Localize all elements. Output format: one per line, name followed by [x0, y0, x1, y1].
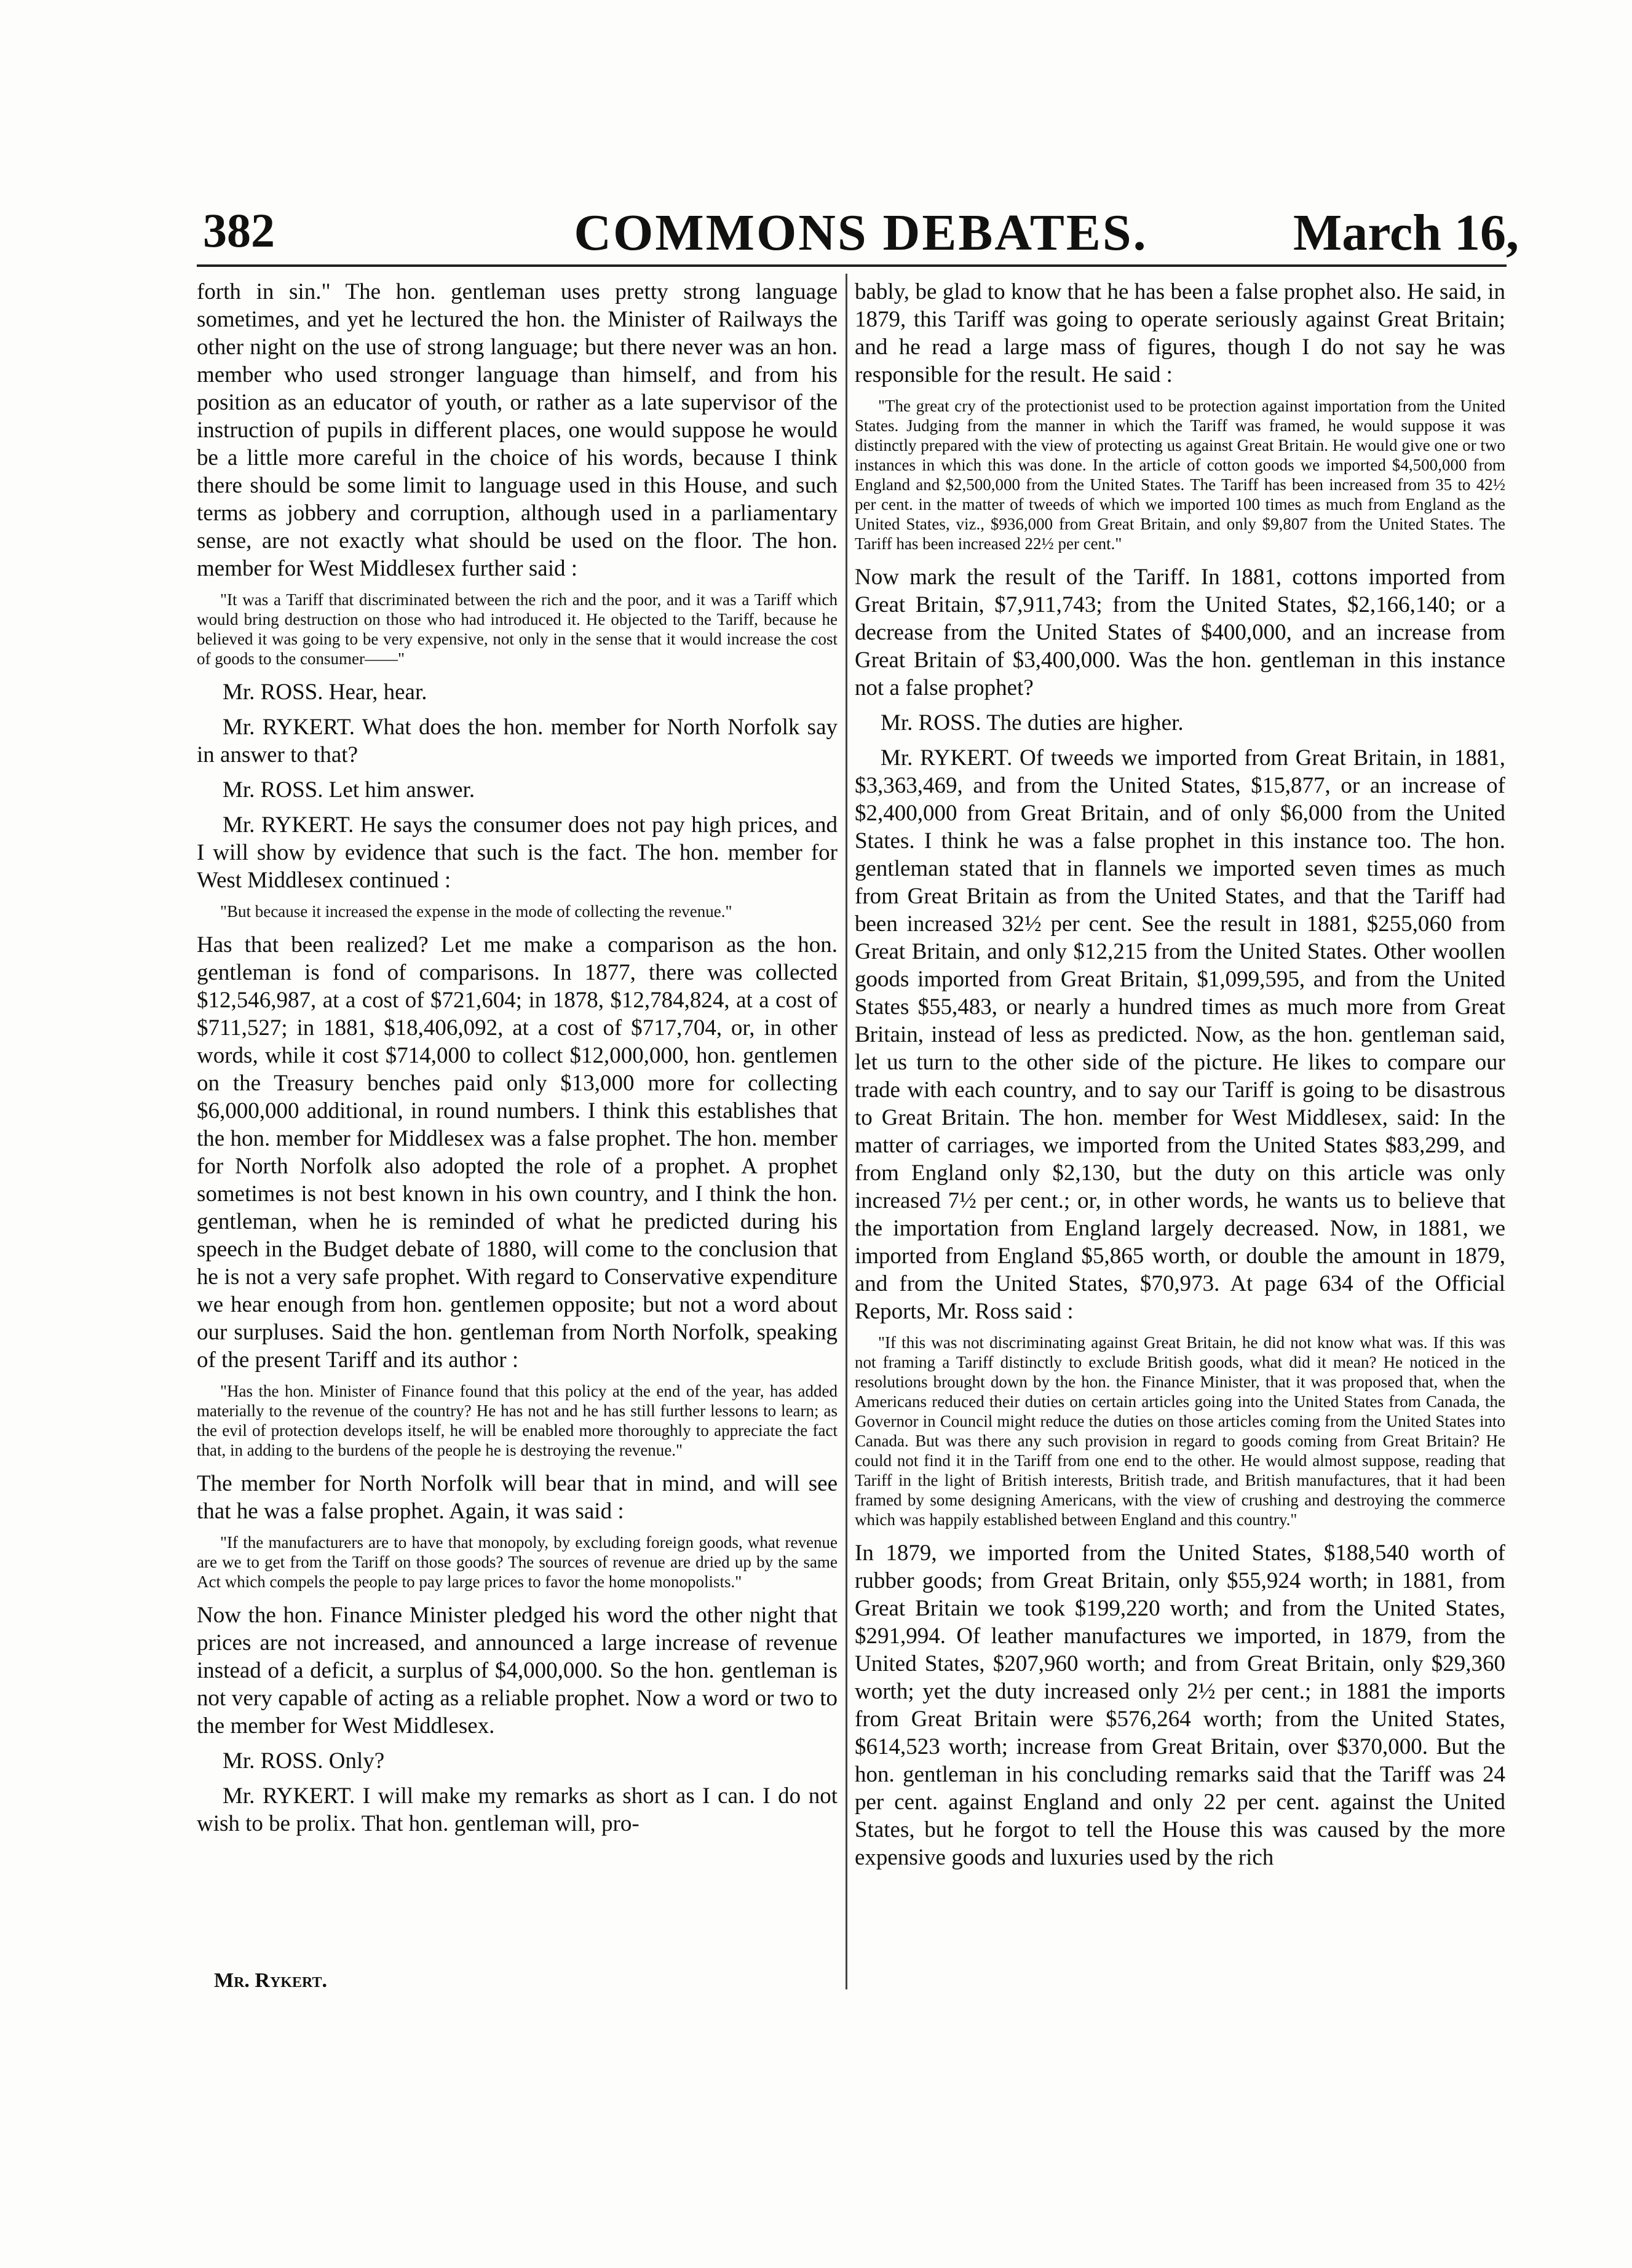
paragraph: Mr. ROSS. Hear, hear. — [223, 680, 427, 705]
paragraph: Mr. ROSS. Only? — [223, 1748, 385, 1774]
quotation: "But because it increased the expense in the mode of collecting the revenue." — [220, 902, 732, 921]
paragraph: Mr. ROSS. Let him answer. — [223, 777, 475, 803]
paragraph: Mr. RYKERT. Of tweeds we imported from Great Britain, in 1881, $3,363,469, and from the United States, $15,877, or an increase of $2,400,000 from Great Britain, and of only $6,000 from the United States. I think he was a false prophet in this instance too. The hon. gentleman stated that in flannels we imported seven times as much from Great Britain as from the United States, and that the Tariff had been increased 32½ per cent. See the result in 1881, $255,060 from Great Britain, and only $12,215 from the United States. Other woollen goods imported from Great Britain, $1,099,595, and from the United States $55,483, or nearly a hundred times as much more from Great Britain, instead of less as predicted. Now, as the hon. gentleman said, let us turn to the other side of the picture. He likes to compare our trade with each country, and to say our Tariff is going to be disastrous to Great Britain. The hon. member for West Middlesex, said: In the matter of carriages, we imported from the United States $83,299, and from England only $2,130, but the duty on this article was only increased 7½ per cent.; or, in other words, he wants us to believe that the importation from England largely decreased. Now, in 1881, we imported from England $5,865 worth, or double the amount in 1879, and from the United States, $70,973. At page 634 of the Official Reports, Mr. Ross said : — [855, 745, 1505, 1324]
paragraph: Has that been realized? Let me make a comparison as the hon. gentleman is fond of comparisons. In 1877, there was collected $12,546,987, at a cost of $721,604; in 1878, $12,784,824, at a cost of $711,527; in 1881, $18,406,092, at a cost of $717,704, or, in other words, while it cost $714,000 to collect $12,000,000, hon. gentlemen on the Treasury benches paid only $13,000 more for collecting $6,000,000 additional, in round numbers. I think this establishes that the hon. member for Middlesex was a false prophet. The hon. member for North Norfolk also adopted the role of a prophet. A prophet sometimes is not best known in his own country, and I think the hon. gentleman, when he is reminded of what he predicted during his speech in the Budget debate of 1880, will come to the conclusion that he is not a very safe prophet. With regard to Conservative expenditure we hear enough from hon. gentlemen opposite; but not a word about our surpluses. Said the hon. gentleman from North Norfolk, speaking of the present Tariff and its author : — [197, 932, 838, 1373]
column-divider — [846, 274, 847, 1989]
paragraph: Mr. RYKERT. What does the hon. member for North Norfolk say in answer to that? — [197, 715, 838, 767]
quotation: "Has the hon. Minister of Finance found that this policy at the end of the year, has added materially to the revenue of the country? He has not and he has still further lessons to learn; as the evil of protection develops itself, he will be enabled more thoroughly to appreciate the fact that, in adding to the burdens of the people he is destroying the revenue." — [197, 1382, 838, 1459]
paragraph: Mr. ROSS. The duties are higher. — [881, 710, 1184, 736]
page-header — [203, 203, 1519, 261]
page-number: 382 — [203, 204, 275, 257]
left-column — [197, 278, 838, 1845]
quotation: "It was a Tariff that discriminated between the rich and the poor, and it was a Tariff which would bring destruction on those who had introduced it. He objected to the Tariff, because he believed it was going to be very expensive, not only in the sense that it would increase the cost of goods to the consumer——" — [197, 590, 838, 668]
quotation: "If this was not discriminating against Great Britain, he did not know what was. If this was not framing a Tariff distinctly to exclude British goods, what did it mean? He noticed in the resolutions brought down by the hon. the Finance Minister, that it was proposed that, when the Americans reduced their duties on certain articles going into the United States from Canada, the Governor in Council might reduce the duties on those articles coming from the United States into Canada. But was there any such provision in regard to goods coming from Great Britain? He could not find it in the Tariff from one end to the other. He would almost suppose, reading that Tariff in the light of British interests, British trade, and British manufactures, that it had been framed by some designing Americans, with the view of crushing and destroying the commerce which was happily established between England and this country." — [855, 1333, 1505, 1529]
paragraph: The member for North Norfolk will bear that in mind, and will see that he was a false prophet. Again, it was said : — [197, 1471, 838, 1524]
paragraph: Mr. RYKERT. I will make my remarks as short as I can. I do not wish to be prolix. That hon. gentleman will, pro- — [197, 1783, 838, 1836]
paragraph: Now mark the result of the Tariff. In 1881, cottons imported from Great Britain, $7,911,743; from the United States, $2,166,140; or a decrease from the United States of $400,000, and an increase from Great Britain of $3,400,000. Was the hon. gentleman in this instance not a false prophet? — [855, 565, 1505, 700]
paragraph: forth in sin." The hon. gentleman uses pretty strong language sometimes, and yet he lectured the hon. the Minister of Railways the other night on the use of strong language; but there never was an hon. member who used stronger language than himself, and from his position as an educator of youth, or rather as a late supervisor of the instruction of pupils in different places, one would suppose he would be a little more careful in the choice of his words, because I think there should be some limit to language used in this House, and such terms as jobbery and corruption, although used in a parliamentary sense, are not exactly what should be used on the floor. The hon. member for West Middlesex further said : — [197, 279, 838, 581]
quotation: "If the manufacturers are to have that monopoly, by excluding foreign goods, what revenue are we to get from the Tariff on those goods? The sources of revenue are dried up by the same Act which compels the people to pay large prices to favor the home monopolists." — [197, 1533, 838, 1591]
footer-speaker: Mr. Rykert. — [214, 1969, 327, 1992]
paragraph: Mr. RYKERT. He says the consumer does not pay high prices, and I will show by evidence that such is the fact. The hon. member for West Middlesex continued : — [197, 812, 838, 893]
paragraph: bably, be glad to know that he has been a false prophet also. He said, in 1879, this Tariff was going to operate seriously against Great Britain; and he read a large mass of figures, though I do not say he was responsible for the result. He said : — [855, 279, 1505, 387]
page-title: COMMONS DEBATES. — [574, 204, 1148, 261]
quotation: "The great cry of the protectionist used to be protection against importation from the United States. Judging from the manner in which the Tariff was framed, he would suppose it was distinctly prepared with the view of protecting us against Great Britain. He would give one or two instances in which this was done. In the article of cotton goods we imported $4,500,000 from England and $2,500,000 from the United States. The Tariff has been increased from 35 to 42½ per cent. in the matter of tweeds of which we imported 100 times as much from England as the United States, viz., $936,000 from Great Britain, and only $9,807 from the United States. The Tariff has been increased 22½ per cent." — [855, 397, 1505, 553]
header-rule — [197, 264, 1507, 267]
paragraph: Now the hon. Finance Minister pledged his word the other night that prices are not increased, and announced a large increase of revenue instead of a deficit, a surplus of $4,000,000. So the hon. gentleman is not very capable of acting as a reliable prophet. Now a word or two to the member for West Middlesex. — [197, 1603, 838, 1739]
right-column — [855, 278, 1505, 1879]
page-date: March 16, — [1293, 204, 1519, 261]
paragraph: In 1879, we imported from the United States, $188,540 worth of rubber goods; from Great Britain, only $55,924 worth; in 1881, from Great Britain we took $199,220 worth; and from the United States, $291,994. Of leather manufactures we imported, in 1879, from the United States, $207,960 worth; and from Great Britain, only $29,360 worth; yet the duty increased only 2½ per cent.; in 1881 the imports from Great Britain were $576,264 worth; from the United States, $614,523 worth; increase from Great Britain, over $370,000. But the hon. gentleman in his concluding remarks said that the Tariff was 24 per cent. against England and only 22 per cent. against the United States, but he forgot to tell the House this was caused by the more expensive goods and luxuries used by the rich — [855, 1540, 1505, 1870]
